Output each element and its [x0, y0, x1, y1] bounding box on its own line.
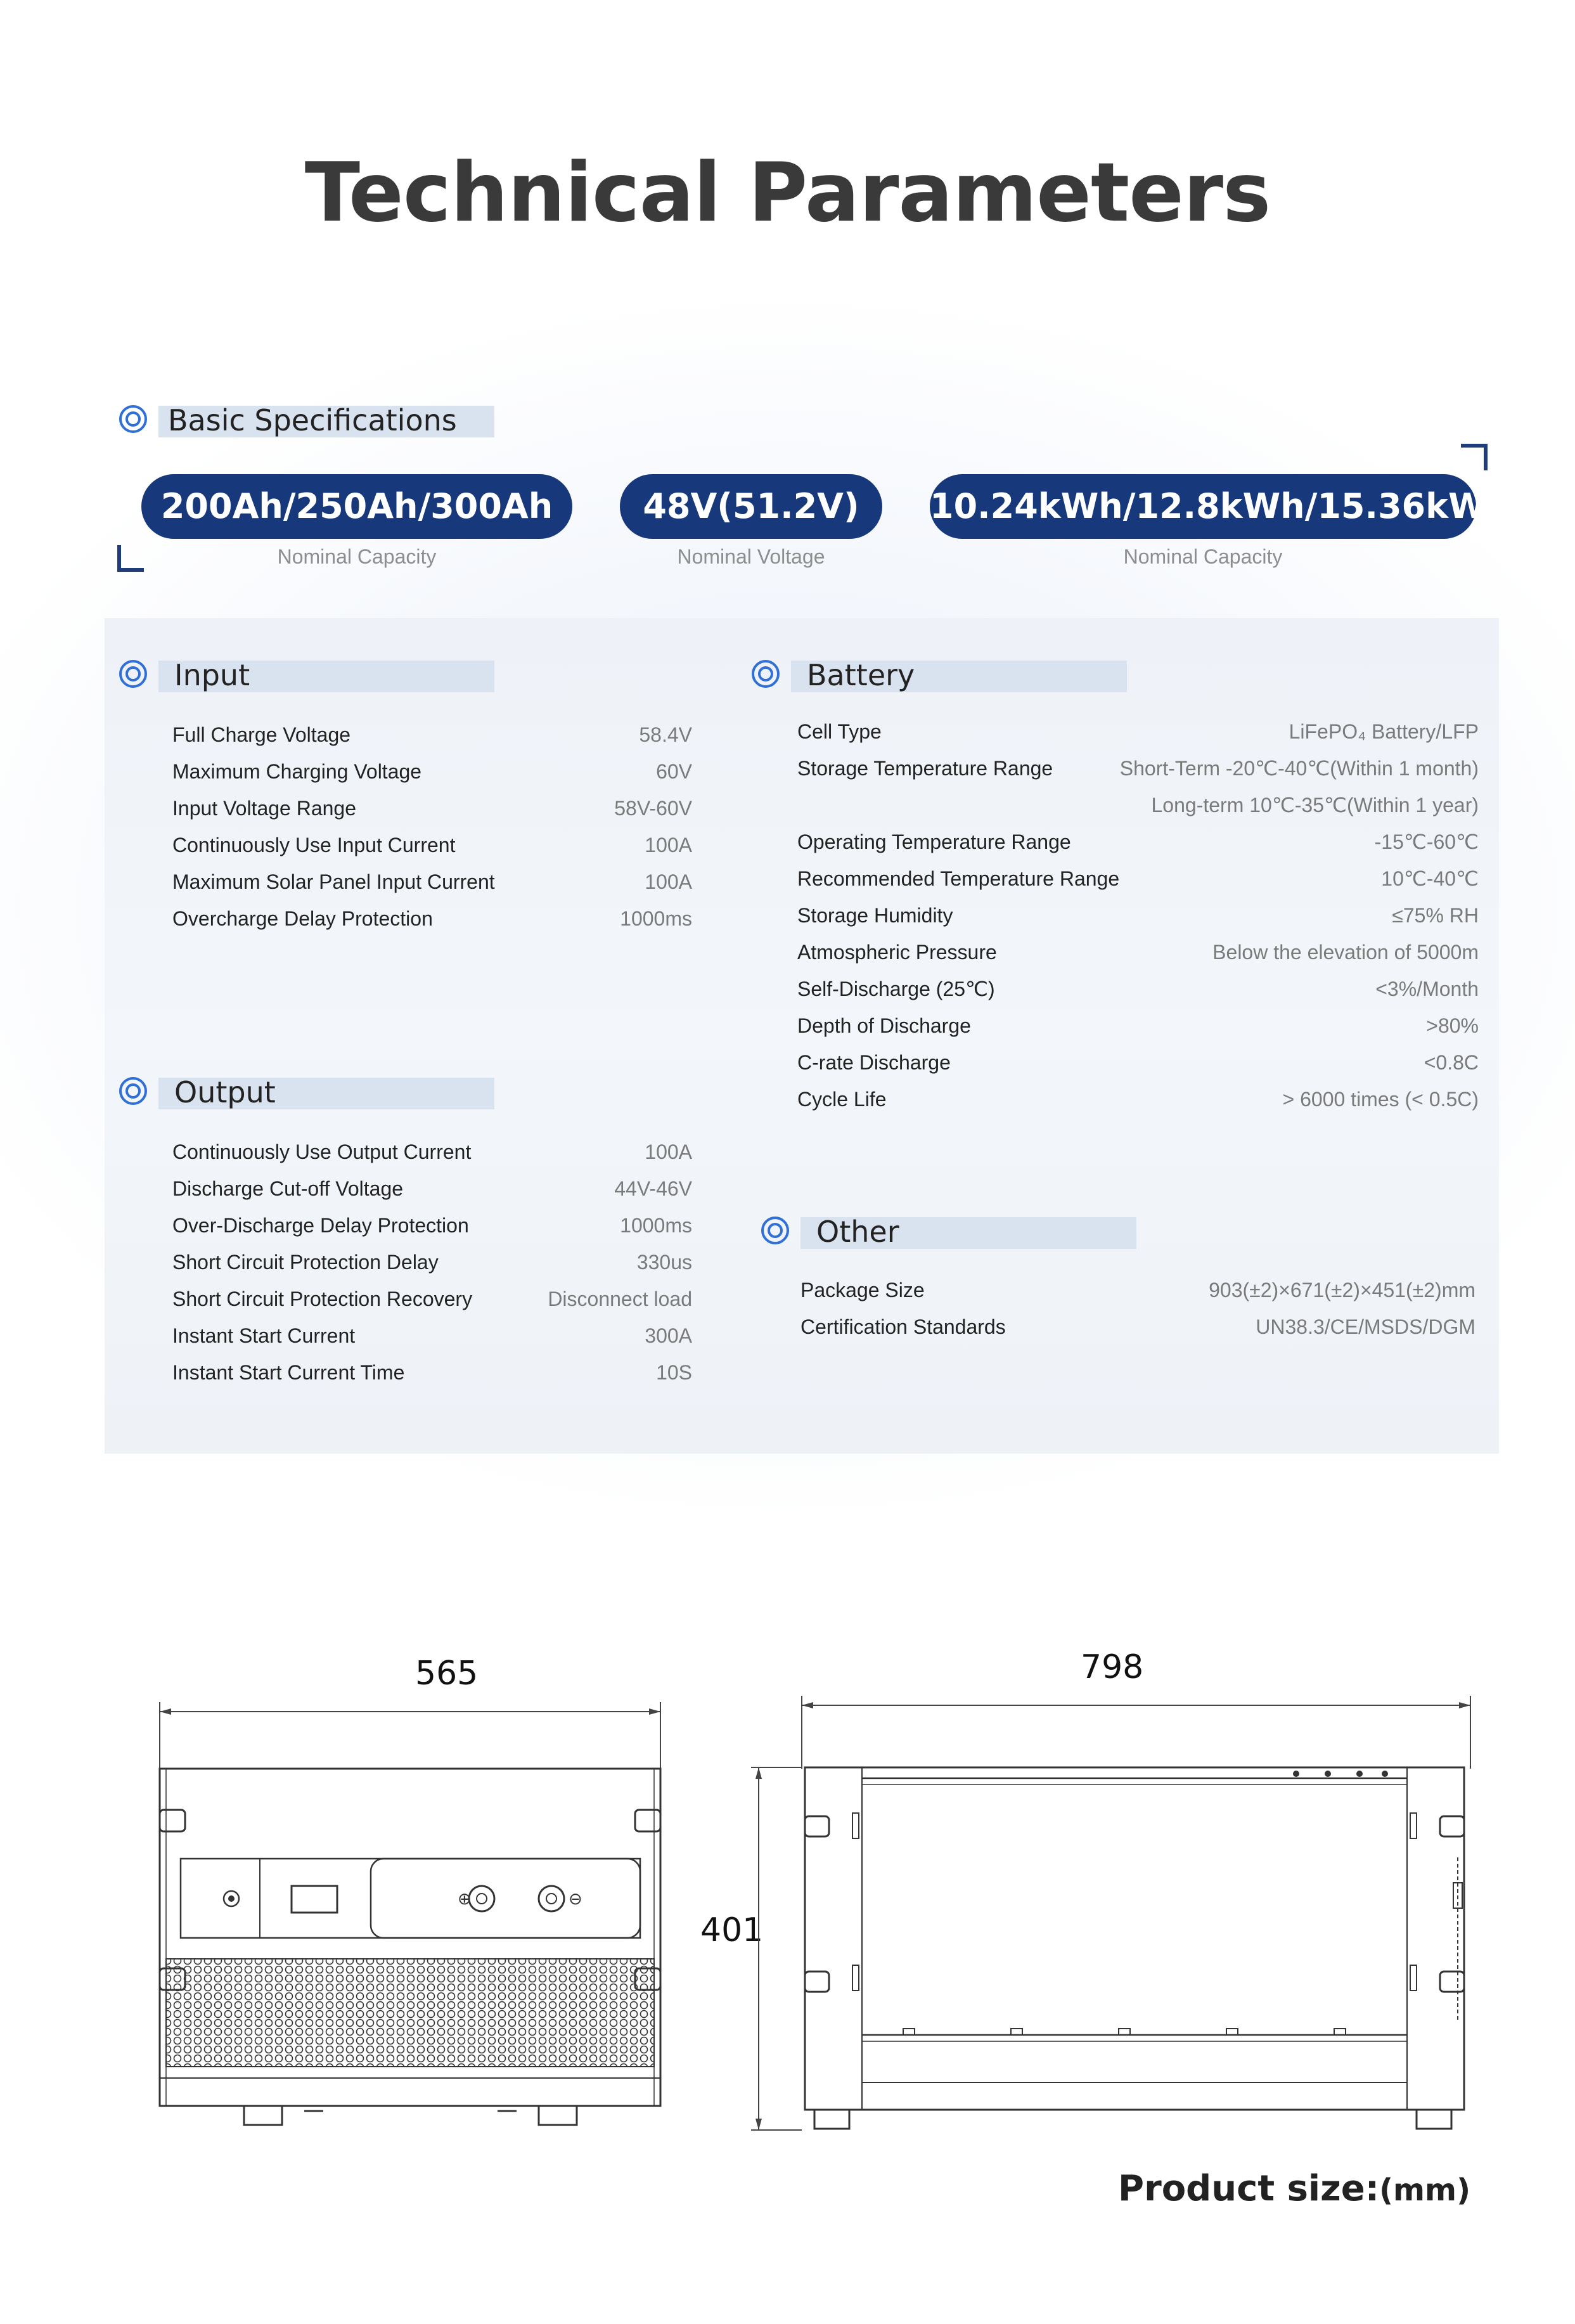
input-title: Input	[174, 658, 250, 692]
table-row	[797, 934, 1479, 971]
battery-header	[750, 658, 1193, 692]
input-table	[172, 716, 692, 938]
row-value: Below the elevation of 5000m	[1212, 941, 1479, 964]
table-row	[797, 897, 1479, 934]
table-row	[800, 1272, 1475, 1308]
row-label: Maximum Solar Panel Input Current	[172, 870, 495, 893]
row-value: 903(±2)×671(±2)×451(±2)mm	[1209, 1279, 1475, 1301]
table-row	[797, 1044, 1479, 1081]
row-label: C-rate Discharge	[797, 1051, 951, 1074]
row-label: Package Size	[800, 1279, 925, 1301]
table-row	[172, 1133, 692, 1170]
row-value: 100A	[645, 870, 692, 893]
target-icon	[759, 1215, 791, 1246]
row-value: 300A	[645, 1324, 692, 1347]
table-row	[797, 787, 1479, 823]
height-label: 401	[700, 1911, 764, 1949]
table-row	[172, 827, 692, 863]
side-view-drawing	[751, 1693, 1480, 2136]
row-value: ≤75% RH	[1392, 904, 1479, 927]
row-label: Atmospheric Pressure	[797, 941, 997, 964]
row-label: Recommended Temperature Range	[797, 867, 1120, 890]
row-value: Short-Term -20℃-40℃(Within 1 month)	[1119, 757, 1479, 780]
table-row	[172, 1207, 692, 1244]
table-row	[172, 900, 692, 937]
input-header	[117, 658, 561, 692]
row-label: Instant Start Current Time	[172, 1361, 405, 1384]
product-size-caption: Product size:	[1118, 2168, 1380, 2209]
row-value: UN38.3/CE/MSDS/DGM	[1256, 1315, 1475, 1338]
target-icon	[117, 403, 149, 435]
row-value: Long-term 10℃-35℃(Within 1 year)	[1151, 794, 1479, 817]
row-value: -15℃-60℃	[1374, 830, 1479, 853]
capacity-pill: 200Ah/250Ah/300Ah	[141, 474, 572, 539]
row-label: Over-Discharge Delay Protection	[172, 1214, 469, 1237]
output-header	[117, 1075, 561, 1109]
target-icon	[750, 658, 781, 690]
row-label: Input Voltage Range	[172, 797, 357, 820]
basic-specs-header	[117, 403, 561, 437]
other-header	[759, 1217, 1203, 1249]
product-size-label	[1118, 2168, 1470, 2209]
product-size-unit: (mm)	[1379, 2172, 1470, 2208]
row-value: 44V-46V	[614, 1177, 692, 1200]
table-row	[172, 1317, 692, 1354]
table-row	[172, 716, 692, 753]
table-row	[172, 753, 692, 790]
row-value: 60V	[656, 760, 692, 783]
row-value: 58V-60V	[614, 797, 692, 820]
row-label: Cycle Life	[797, 1088, 887, 1111]
row-label: Short Circuit Protection Delay	[172, 1251, 439, 1274]
front-width-label: 565	[415, 1655, 479, 1693]
battery-table	[797, 713, 1479, 1125]
row-value: 330us	[636, 1251, 692, 1274]
energy-caption: Nominal Capacity	[1123, 545, 1283, 568]
target-icon	[117, 1075, 149, 1107]
row-label: Storage Humidity	[797, 904, 953, 927]
row-value: > 6000 times (< 0.5C)	[1282, 1088, 1479, 1111]
row-value: >80%	[1426, 1014, 1479, 1037]
row-label: Discharge Cut-off Voltage	[172, 1177, 404, 1200]
table-row	[797, 860, 1479, 897]
table-row	[797, 971, 1479, 1007]
energy-pill: 10.24kWh/12.8kWh/15.36kWh	[930, 474, 1476, 539]
other-title: Other	[816, 1215, 899, 1249]
output-title: Output	[174, 1075, 276, 1109]
row-label: Depth of Discharge	[797, 1014, 971, 1037]
row-label: Overcharge Delay Protection	[172, 907, 433, 930]
front-view-drawing	[152, 1699, 672, 2143]
row-value: LiFePO₄ Battery/LFP	[1289, 720, 1479, 743]
page-title: Technical Parameters	[304, 146, 1271, 240]
row-value: 1000ms	[620, 1214, 692, 1237]
table-row	[172, 1244, 692, 1281]
row-label: Certification Standards	[800, 1315, 1006, 1338]
row-label: Operating Temperature Range	[797, 830, 1071, 853]
table-row	[172, 1281, 692, 1317]
row-label: Maximum Charging Voltage	[172, 760, 422, 783]
output-table	[172, 1133, 692, 1393]
row-value: <0.8C	[1424, 1051, 1479, 1074]
basic-specs-title: Basic Specifications	[168, 403, 457, 437]
table-row	[797, 823, 1479, 860]
side-width-label: 798	[1081, 1648, 1144, 1686]
row-label: Storage Temperature Range	[797, 757, 1053, 780]
row-value: Disconnect load	[548, 1288, 692, 1310]
corner-bracket-icon	[1461, 444, 1488, 470]
voltage-caption: Nominal Voltage	[677, 545, 825, 568]
table-row	[797, 1081, 1479, 1118]
table-row	[172, 863, 692, 900]
table-row	[800, 1308, 1475, 1345]
row-value: 100A	[645, 834, 692, 856]
table-row	[797, 750, 1479, 787]
row-value: 58.4V	[639, 723, 692, 746]
table-row	[172, 1354, 692, 1391]
corner-bracket-icon	[117, 545, 144, 572]
capacity-caption: Nominal Capacity	[277, 545, 437, 568]
row-value: <3%/Month	[1375, 978, 1479, 1000]
table-row	[172, 1170, 692, 1207]
row-label: Continuously Use Output Current	[172, 1140, 472, 1163]
row-label: Cell Type	[797, 720, 882, 743]
row-label: Instant Start Current	[172, 1324, 356, 1347]
svg-text:⊕: ⊕	[458, 1890, 472, 1909]
table-row	[172, 790, 692, 827]
row-label: Full Charge Voltage	[172, 723, 351, 746]
table-row	[797, 1007, 1479, 1044]
row-label: Short Circuit Protection Recovery	[172, 1288, 473, 1310]
svg-text:⊖: ⊖	[569, 1890, 582, 1909]
target-icon	[117, 658, 149, 690]
battery-title: Battery	[807, 658, 915, 692]
voltage-pill: 48V(51.2V)	[620, 474, 882, 539]
table-row	[797, 713, 1479, 750]
row-label: Continuously Use Input Current	[172, 834, 456, 856]
row-label: Self-Discharge (25℃)	[797, 978, 995, 1000]
other-table	[800, 1272, 1475, 1348]
row-value: 10℃-40℃	[1381, 867, 1479, 890]
row-value: 100A	[645, 1140, 692, 1163]
row-value: 10S	[656, 1361, 692, 1384]
row-value: 1000ms	[620, 907, 692, 930]
